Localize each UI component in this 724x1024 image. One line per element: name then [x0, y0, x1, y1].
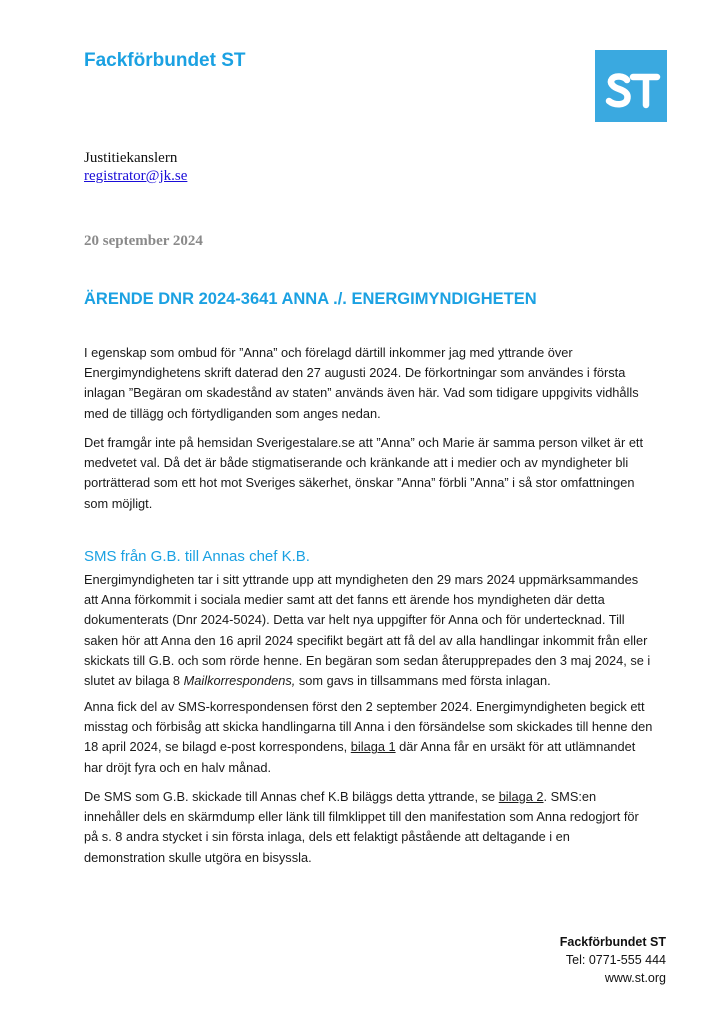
paragraph-text: De SMS som G.B. skickade till Annas chef K.B biläggs detta yttrande, se — [84, 789, 499, 804]
organization-name: Fackförbundet ST — [84, 50, 246, 71]
recipient-block — [84, 149, 187, 185]
st-logo-icon — [595, 50, 667, 122]
paragraph-text: Energimyndigheten tar i sitt yttrande upp att myndigheten den 29 mars 2024 uppmärksammandes att Anna förkommit i sociala medier samt att det fanns ett ärende hos myndigheten där detta dokumenterats (Dnr 2024-5024). Detta var helt nya uppgifter för Anna och för undertecknad. Till saken hör att Anna den 16 april 2024 specifikt begärt att få del av alla handlingar inkommit från eller skickats till G.B. och som rörde henne. En begäran som sedan återupprepades den 3 maj 2024, se i slutet av bilaga 8 — [84, 572, 651, 689]
intro-paragraph-1: I egenskap som ombud för ”Anna” och förelagd därtill inkommer jag med yttrande över Energimyndighetens skrift daterad den 27 augusti 2024. De förkortningar som användes i första inlagan ”Begäran om skadestånd av staten” används även här. Vad som tidigare uppgivits vidhålls med de tillägg och förtydliganden som anges nedan. — [84, 345, 639, 421]
attachment-2-link[interactable]: bilaga 2 — [498, 789, 544, 804]
case-title: ÄRENDE DNR 2024-3641 ANNA ./. ENERGIMYNDIGHETEN — [84, 290, 537, 308]
paragraph-text: Anna fick del av SMS-korrespondensen först den 2 september 2024. Energimyndigheten begick ett misstag och förbisåg att skicka handlingarna till Anna i den försändelse som skickades till henne den 18 april 2024, se bilagd e-post korrespondens, — [84, 699, 653, 755]
footer-phone: Tel: 0771-555 444 — [565, 953, 666, 967]
paragraph-text: . SMS:en innehåller dels en skärmdump eller länk till filmklippet till den manifestation som Anna redogjort för på s. 8 andra stycket i sin första inlaga, dels ett felaktigt påstående att deltagande i en demonstration skulle utgöra en bisyssla. — [84, 789, 639, 865]
footer-contact — [560, 933, 666, 987]
attachment-title: Mailkorrespondens, — [183, 673, 296, 689]
recipient-email-link[interactable]: registrator@jk.se — [84, 168, 188, 184]
attachment-1-link[interactable]: bilaga 1 — [350, 739, 396, 755]
st-logo — [595, 50, 667, 122]
section-paragraph-1 — [84, 570, 654, 691]
section-paragraph-2 — [84, 697, 654, 778]
paragraph-text: där Anna får en ursäkt för att utlämnandet har dröjt fyra och en halv månad. — [84, 739, 636, 775]
section-heading: SMS från G.B. till Annas chef K.B. — [84, 548, 310, 565]
intro-paragraph-2: Det framgår inte på hemsidan Sverigestalare.se att ”Anna” och Marie är samma person vilket är ett medvetet val. Då det är både stigmatiserande och kränkande att i medier och av myndigheter bli porträtterad som ett hot mot Sveriges säkerhet, önskar ”Anna” förbli ”Anna” i så stor omfattningen som möjligt. — [84, 435, 644, 511]
recipient-name: Justitiekanslern — [84, 150, 178, 166]
footer-website[interactable]: www.st.org — [604, 971, 666, 985]
letter-date: 20 september 2024 — [84, 233, 203, 249]
section-paragraph-3 — [84, 787, 654, 868]
footer-organization: Fackförbundet ST — [559, 935, 666, 949]
paragraph-text: som gavs in tillsammans med första inlagan. — [295, 673, 551, 689]
